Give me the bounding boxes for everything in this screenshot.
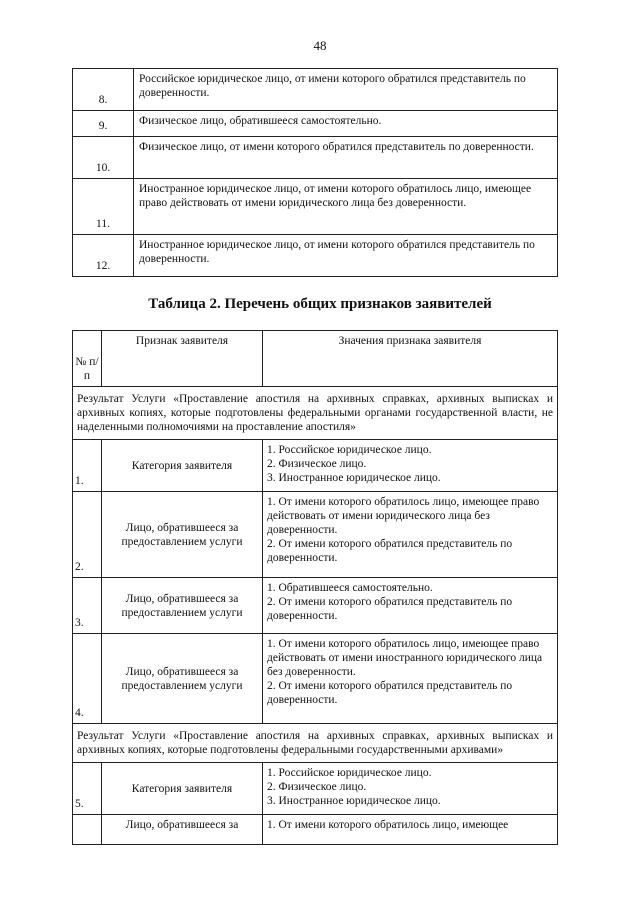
row-number: 2. [73,492,102,578]
row-text: Физическое лицо, от имени которого обратился представитель по доверенности. [134,137,558,179]
row-number: 8. [73,69,134,111]
table-row [73,578,558,634]
row-attr: Лицо, обратившееся за предоставлением услуги [102,492,263,578]
result-description: Результат Услуги «Проставление апостиля на архивных справках, архивных выписках и архивных копиях, которые подготовлены федеральными органами государственной власти, не наделенными полномочиями на проставление апостиля» [73,387,558,440]
row-number: 9. [73,111,134,137]
row-values: 1. Российское юридическое лицо. 2. Физическое лицо. 3. Иностранное юридическое лицо. [263,763,558,815]
row-number: 12. [73,235,134,277]
table-row [73,69,558,111]
row-number: 11. [73,179,134,235]
row-attr: Лицо, обратившееся за [102,815,263,845]
row-values: 1. От имени которого обратилось лицо, имеющее [263,815,558,845]
row-attr: Категория заявителя [102,763,263,815]
row-values: 1. От имени которого обратилось лицо, имеющее право действовать от имени юридического лица без доверенности. 2. От имени которого обратился представитель по доверенности. [263,492,558,578]
table-row [73,492,558,578]
header-values: Значения признака заявителя [263,331,558,387]
row-number: 4. [73,634,102,724]
header-row [73,331,558,387]
table-row [73,815,558,845]
row-number: 3. [73,578,102,634]
table-row [73,235,558,277]
row-number [73,815,102,845]
table-row [73,763,558,815]
row-text: Иностранное юридическое лицо, от имени которого обратился представитель по доверенности. [134,235,558,277]
row-number: 1. [73,440,102,492]
row-text: Российское юридическое лицо, от имени которого обратился представитель по доверенности. [134,69,558,111]
table-title: Таблица 2. Перечень общих признаков заявителей [148,296,492,312]
row-text: Физическое лицо, обратившееся самостоятельно. [134,111,558,137]
row-values: 1. От имени которого обратилось лицо, имеющее право действовать от имени иностранного юридического лица без доверенности. 2. От имени которого обратился представитель по доверенности. [263,634,558,724]
row-text: Иностранное юридическое лицо, от имени которого обратилось лицо, имеющее право действовать от имени юридического лица без доверенности. [134,179,558,235]
header-num: № п/п [73,331,102,387]
row-attr: Категория заявителя [102,440,263,492]
row-values: 1. Российское юридическое лицо. 2. Физическое лицо. 3. Иностранное юридическое лицо. [263,440,558,492]
result-row [73,724,558,763]
table-row [73,137,558,179]
table-row [73,634,558,724]
header-attr: Признак заявителя [102,331,263,387]
row-attr: Лицо, обратившееся за предоставлением услуги [102,578,263,634]
table-row [73,111,558,137]
table-row [73,440,558,492]
table-row [73,179,558,235]
result-row [73,387,558,440]
result-description: Результат Услуги «Проставление апостиля на архивных справках, архивных выписках и архивных копиях, которые подготовлены федеральными государственными архивами» [73,724,558,763]
page-number: 48 [313,38,327,53]
applicant-attributes-table [72,330,558,845]
applicant-types-table-continued [72,68,558,277]
row-number: 5. [73,763,102,815]
row-number: 10. [73,137,134,179]
row-attr: Лицо, обратившееся за предоставлением услуги [102,634,263,724]
row-values: 1. Обратившееся самостоятельно. 2. От имени которого обратился представитель по доверенности. [263,578,558,634]
